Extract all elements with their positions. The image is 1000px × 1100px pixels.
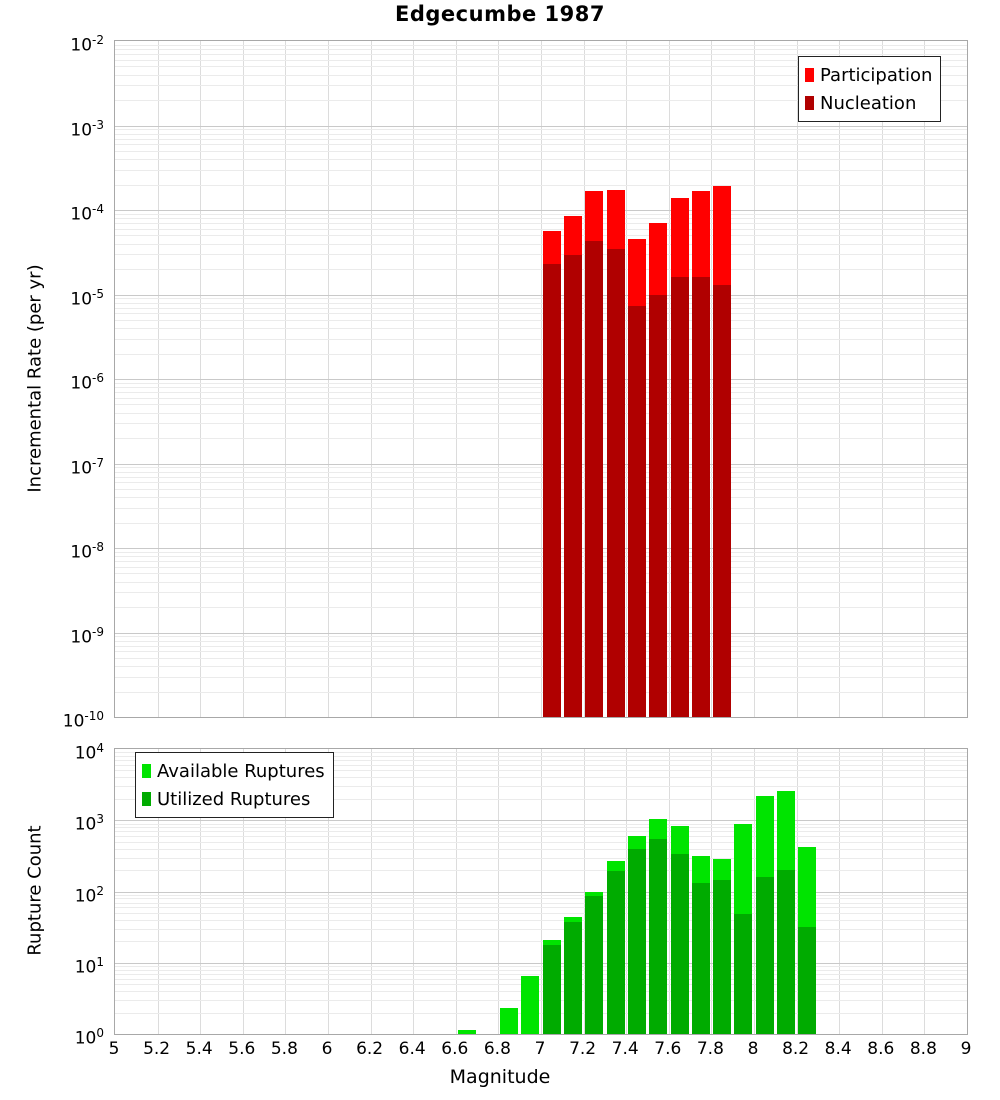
minor-gridline	[115, 129, 967, 130]
x-tick-label: 6.6	[441, 1039, 469, 1059]
x-tick-label: 7.6	[654, 1039, 682, 1059]
minor-gridline	[115, 1013, 967, 1014]
minor-gridline	[115, 849, 967, 850]
minor-gridline	[115, 151, 967, 152]
x-tick-label: 9	[960, 1039, 972, 1059]
minor-gridline	[115, 49, 967, 50]
minor-gridline	[115, 320, 967, 321]
legend-label-available: Available Ruptures	[157, 760, 325, 782]
minor-gridline	[115, 139, 967, 140]
minor-gridline	[115, 646, 967, 647]
legend-count-chart	[135, 752, 334, 818]
nucleation-bar	[649, 295, 667, 717]
y-tick-label: $10^1$	[74, 954, 104, 978]
minor-gridline	[115, 54, 967, 55]
utilized-ruptures-bar	[607, 871, 625, 1034]
minor-gridline	[115, 913, 967, 914]
minor-gridline	[115, 573, 967, 574]
nucleation-bar	[671, 277, 689, 717]
major-gridline	[115, 963, 967, 964]
utilized-ruptures-bar	[543, 945, 561, 1034]
x-tick-label: 6.4	[398, 1039, 426, 1059]
minor-gridline	[115, 658, 967, 659]
minor-gridline	[115, 467, 967, 468]
minor-gridline	[115, 607, 967, 608]
minor-gridline	[115, 552, 967, 553]
nucleation-bar	[543, 264, 561, 717]
utilized-ruptures-bar	[564, 922, 582, 1034]
x-tick-label: 5.4	[185, 1039, 213, 1059]
minor-gridline	[115, 907, 967, 908]
utilized-ruptures-bar	[585, 896, 603, 1034]
minor-gridline	[115, 472, 967, 473]
minor-gridline	[115, 1000, 967, 1001]
legend-item-participation	[805, 61, 932, 89]
minor-gridline	[115, 423, 967, 424]
x-tick-label: 7.2	[569, 1039, 597, 1059]
minor-gridline	[115, 824, 967, 825]
minor-gridline	[115, 223, 967, 224]
y-tick-label: $10^{-9}$	[70, 624, 104, 648]
x-tick-label: 6.8	[483, 1039, 511, 1059]
utilized-ruptures-bar	[713, 880, 731, 1034]
minor-gridline	[115, 592, 967, 593]
major-gridline	[115, 295, 967, 296]
nucleation-swatch-icon	[805, 96, 814, 110]
legend-label-nucleation: Nucleation	[820, 92, 917, 114]
minor-gridline	[115, 836, 967, 837]
available-ruptures-bar	[458, 1030, 476, 1034]
nucleation-bar	[713, 285, 731, 717]
minor-gridline	[115, 303, 967, 304]
minor-gridline	[115, 966, 967, 967]
minor-gridline	[115, 831, 967, 832]
y-tick-label: $10^{-8}$	[70, 540, 104, 563]
x-tick-label: 5.8	[270, 1039, 298, 1059]
minor-gridline	[115, 858, 967, 859]
legend-label-utilized: Utilized Ruptures	[157, 788, 311, 810]
x-tick-label: 7.8	[696, 1039, 724, 1059]
incremental-rate-plot-area	[114, 40, 968, 718]
minor-gridline	[115, 497, 967, 498]
minor-gridline	[115, 941, 967, 942]
minor-gridline	[115, 254, 967, 255]
x-tick-label: 7.4	[611, 1039, 639, 1059]
y-tick-label: $10^2$	[74, 883, 104, 907]
minor-gridline	[115, 398, 967, 399]
x-tick-label: 6	[321, 1039, 333, 1059]
legend-item-utilized	[142, 785, 325, 813]
utilized-ruptures-bar	[628, 849, 646, 1034]
x-tick-label: 5.6	[228, 1039, 256, 1059]
minor-gridline	[115, 218, 967, 219]
utilized-ruptures-bar	[756, 877, 774, 1034]
nucleation-bar	[628, 306, 646, 718]
x-tick-label: 7	[534, 1039, 546, 1059]
minor-gridline	[115, 567, 967, 568]
minor-gridline	[115, 489, 967, 490]
major-gridline	[115, 892, 967, 893]
x-tick-label: 8	[747, 1039, 759, 1059]
minor-gridline	[115, 929, 967, 930]
y-tick-label: $10^{-6}$	[70, 371, 104, 394]
minor-gridline	[115, 392, 967, 393]
major-gridline	[115, 379, 967, 380]
y-tick-label: $10^{-7}$	[70, 455, 104, 479]
minor-gridline	[115, 561, 967, 562]
y-tick-label: $10^{-10}$	[62, 709, 104, 732]
minor-gridline	[115, 920, 967, 921]
minor-gridline	[115, 979, 967, 980]
major-gridline	[115, 548, 967, 549]
utilized-ruptures-swatch-icon	[142, 792, 151, 806]
minor-gridline	[115, 235, 967, 236]
minor-gridline	[115, 556, 967, 557]
utilized-ruptures-bar	[692, 883, 710, 1034]
minor-gridline	[115, 354, 967, 355]
y-tick-label: $10^0$	[74, 1026, 104, 1049]
minor-gridline	[115, 677, 967, 678]
minor-gridline	[115, 898, 967, 899]
utilized-ruptures-bar	[798, 927, 816, 1034]
y-axis-label-rupture-count: Rupture Count	[24, 825, 46, 956]
minor-gridline	[115, 974, 967, 975]
minor-gridline	[115, 269, 967, 270]
minor-gridline	[115, 404, 967, 405]
x-tick-label: 8.4	[824, 1039, 852, 1059]
minor-gridline	[115, 308, 967, 309]
minor-gridline	[115, 870, 967, 871]
minor-gridline	[115, 170, 967, 171]
minor-gridline	[115, 641, 967, 642]
y-tick-label: $10^{-3}$	[70, 117, 104, 141]
minor-gridline	[115, 482, 967, 483]
utilized-ruptures-bar	[734, 914, 752, 1034]
minor-gridline	[115, 383, 967, 384]
major-gridline	[115, 820, 967, 821]
minor-gridline	[115, 651, 967, 652]
participation-swatch-icon	[805, 68, 814, 82]
y-axis-label-incremental-rate: Incremental Rate (per yr)	[24, 264, 46, 493]
x-tick-label: 5.2	[143, 1039, 171, 1059]
utilized-ruptures-bar	[671, 854, 689, 1034]
minor-gridline	[115, 229, 967, 230]
legend-label-participation: Participation	[820, 64, 933, 86]
x-tick-label: 8.6	[867, 1039, 895, 1059]
x-axis-label-magnitude: Magnitude	[449, 1066, 551, 1088]
utilized-ruptures-bar	[649, 839, 667, 1034]
minor-gridline	[115, 523, 967, 524]
y-tick-label: $10^4$	[74, 741, 104, 764]
x-tick-label: 6.2	[356, 1039, 384, 1059]
minor-gridline	[115, 438, 967, 439]
minor-gridline	[115, 313, 967, 314]
y-tick-label: $10^3$	[74, 812, 104, 835]
minor-gridline	[115, 413, 967, 414]
available-ruptures-bar	[521, 976, 539, 1034]
y-tick-label: $10^{-2}$	[70, 33, 104, 56]
major-gridline	[115, 126, 967, 127]
y-tick-label: $10^{-4}$	[70, 202, 104, 225]
legend-item-available	[142, 757, 325, 785]
minor-gridline	[115, 508, 967, 509]
legend-rate-chart	[798, 56, 941, 122]
minor-gridline	[115, 903, 967, 904]
x-tick-label: 8.2	[782, 1039, 810, 1059]
major-gridline	[115, 210, 967, 211]
minor-gridline	[115, 298, 967, 299]
minor-gridline	[115, 214, 967, 215]
minor-gridline	[115, 244, 967, 245]
minor-gridline	[115, 185, 967, 186]
minor-gridline	[115, 895, 967, 896]
major-gridline	[115, 464, 967, 465]
minor-gridline	[115, 144, 967, 145]
x-tick-label: 8.8	[909, 1039, 937, 1059]
nucleation-bar	[692, 277, 710, 717]
minor-gridline	[115, 692, 967, 693]
minor-gridline	[115, 970, 967, 971]
minor-gridline	[115, 159, 967, 160]
major-gridline	[115, 633, 967, 634]
legend-item-nucleation	[805, 89, 932, 117]
minor-gridline	[115, 134, 967, 135]
chart-title: Edgecumbe 1987	[395, 2, 605, 26]
available-ruptures-bar	[500, 1008, 518, 1034]
minor-gridline	[115, 842, 967, 843]
y-tick-label: $10^{-5}$	[70, 286, 104, 310]
minor-gridline	[115, 827, 967, 828]
minor-gridline	[115, 477, 967, 478]
minor-gridline	[115, 387, 967, 388]
available-ruptures-swatch-icon	[142, 764, 151, 778]
minor-gridline	[115, 984, 967, 985]
nucleation-bar	[607, 249, 625, 718]
nucleation-bar	[585, 241, 603, 717]
x-tick-label: 5	[108, 1039, 120, 1059]
minor-gridline	[115, 666, 967, 667]
minor-gridline	[115, 339, 967, 340]
nucleation-bar	[564, 255, 582, 717]
utilized-ruptures-bar	[777, 870, 795, 1034]
minor-gridline	[115, 45, 967, 46]
minor-gridline	[115, 582, 967, 583]
minor-gridline	[115, 991, 967, 992]
minor-gridline	[115, 328, 967, 329]
minor-gridline	[115, 636, 967, 637]
